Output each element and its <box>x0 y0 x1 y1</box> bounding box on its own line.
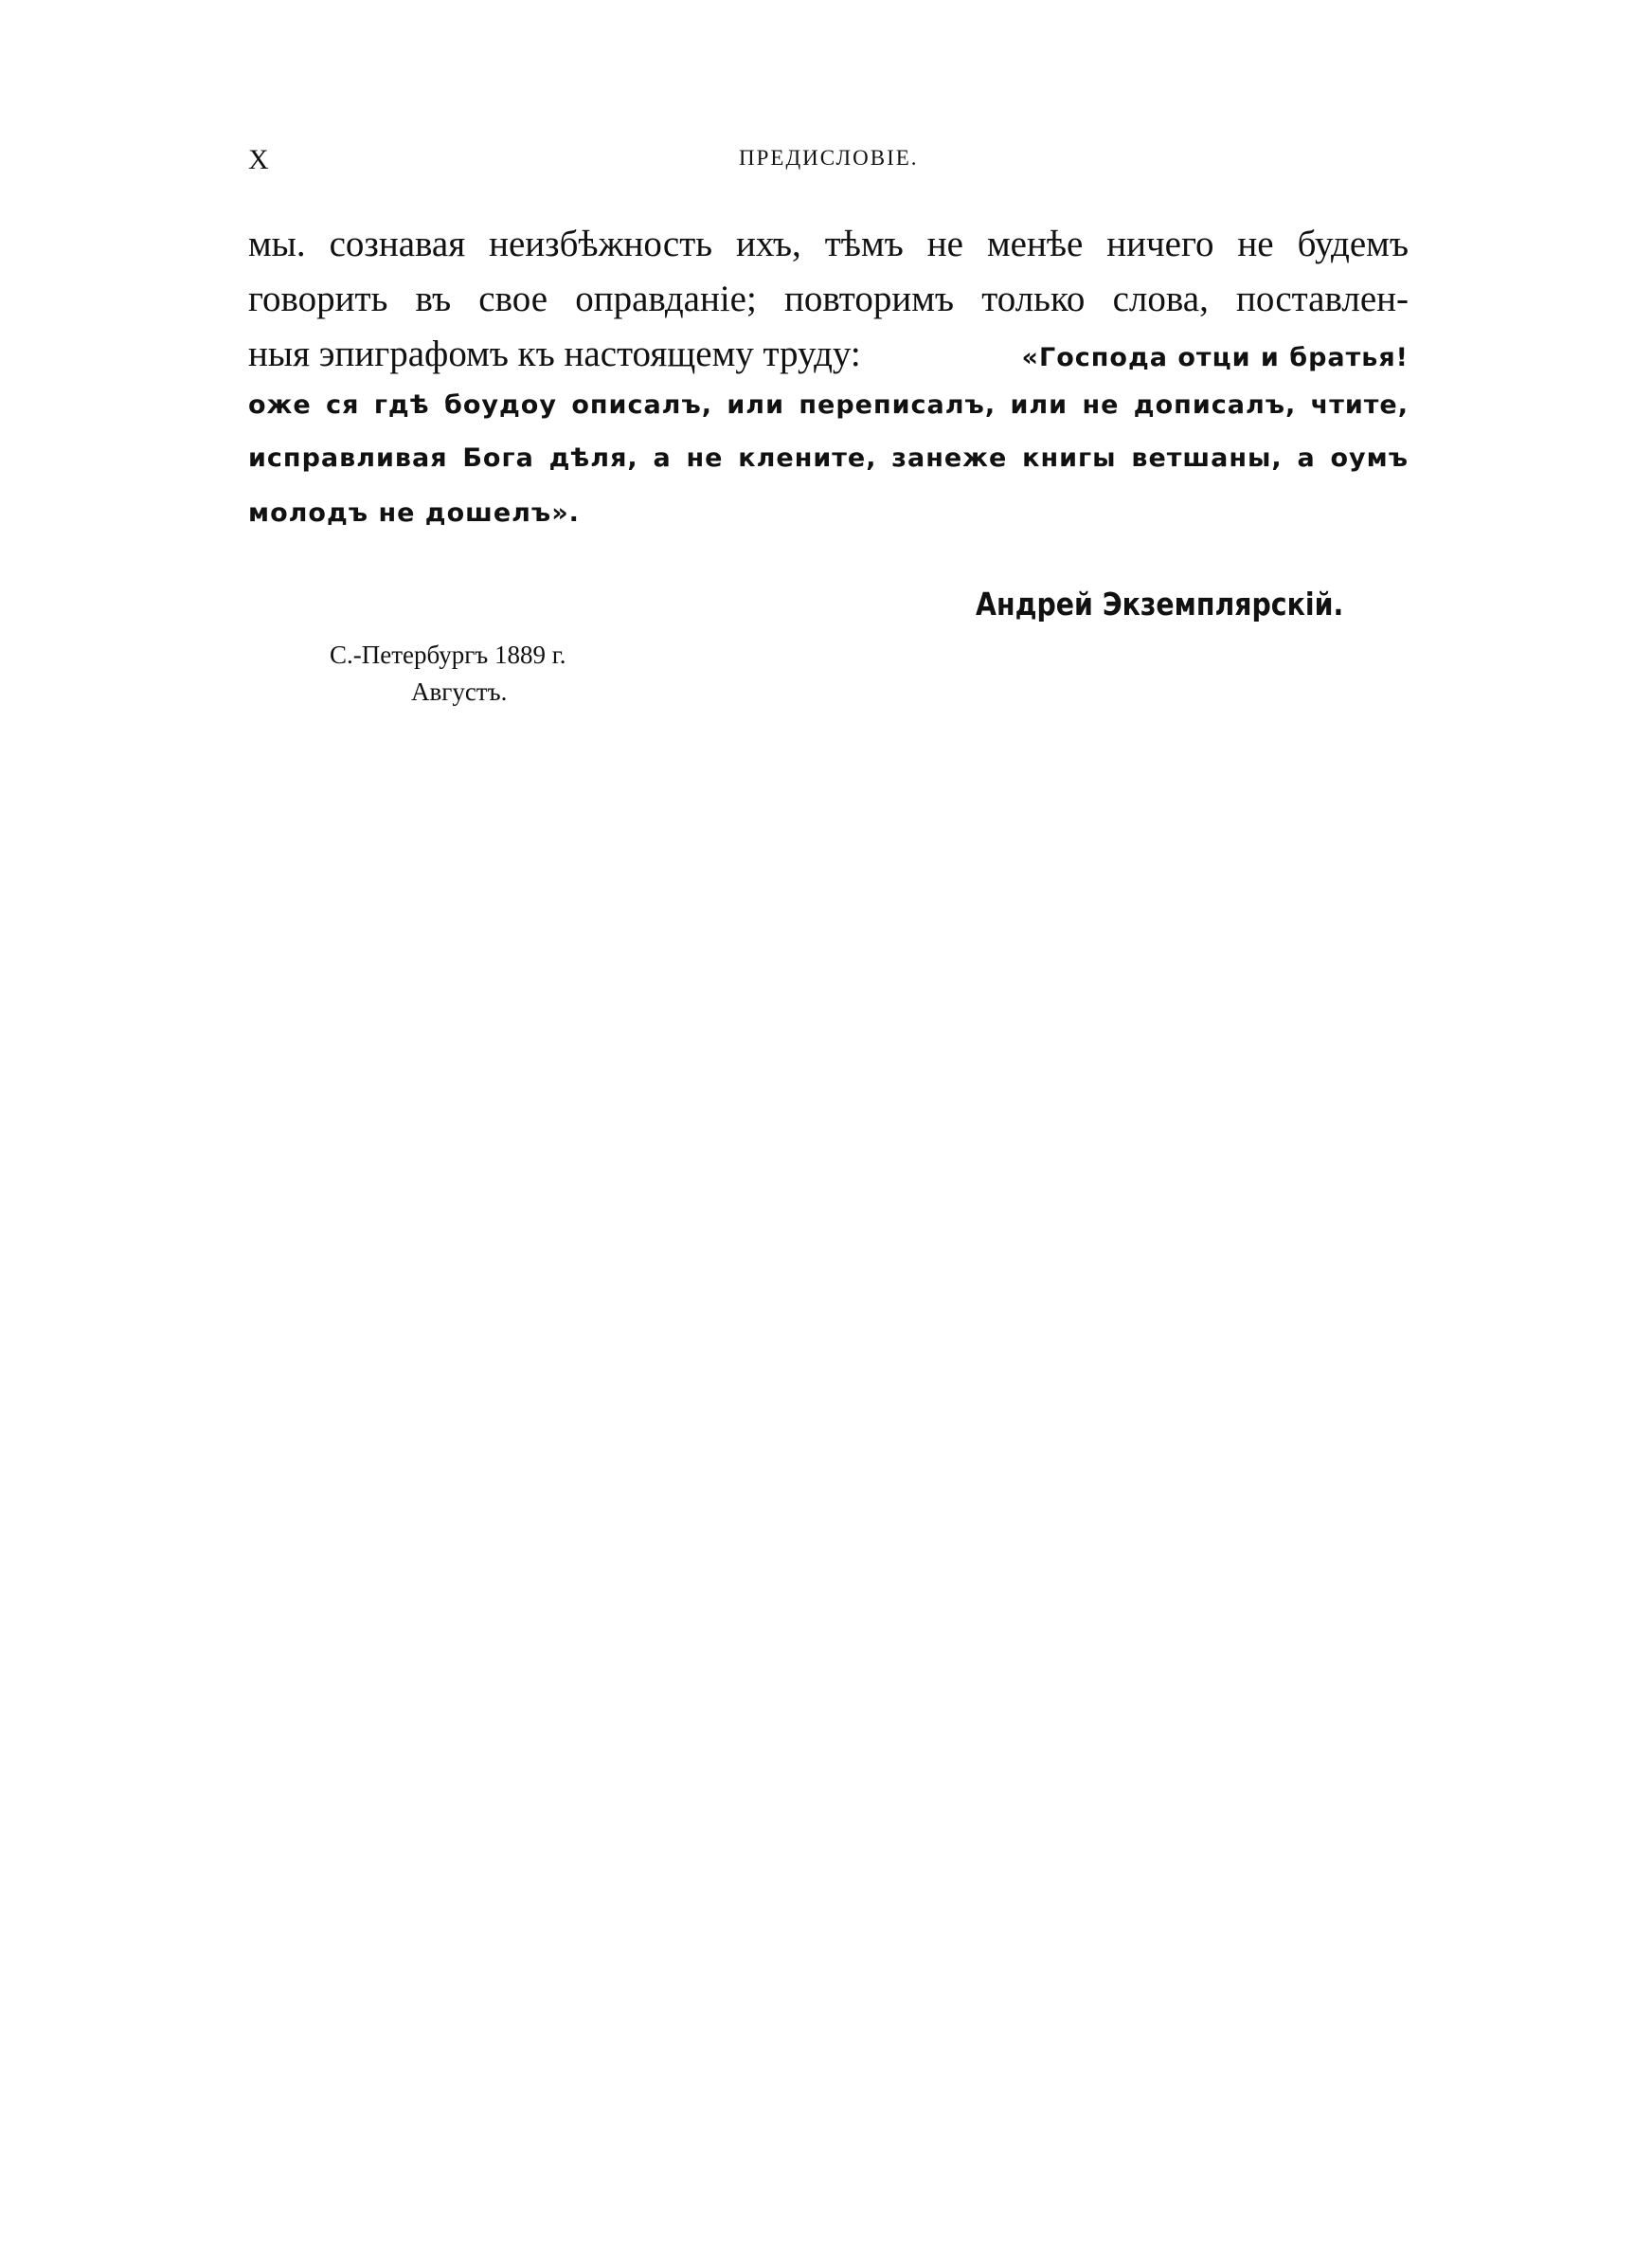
text-line-6 <box>248 498 1409 553</box>
text-line-6-content: молодъ не дошелъ». <box>248 498 580 528</box>
text-line-4 <box>248 390 1409 445</box>
author-signature: Андрей Экземплярскій. <box>976 586 1344 623</box>
text-line-4-content: оже ся гдѣ боудоу описалъ, или переписалъ, или не дописалъ, чтите, <box>248 390 1409 420</box>
text-line-1-content: мы. сознавая неизбѣжность ихъ, тѣмъ не менѣе ничего не будемъ <box>248 224 1409 264</box>
text-line-3-slavonic: «Господа отци и братья! <box>1021 343 1409 372</box>
text-line-1 <box>248 223 1409 278</box>
text-line-2-content: говорить въ свое оправданіе; повторимъ только слова, поставлен- <box>248 279 1409 319</box>
text-line-3 <box>248 333 1409 388</box>
place-date: С.-Петербургъ 1889 г. <box>330 641 566 669</box>
text-line-5 <box>248 443 1409 498</box>
running-head: ПРЕДИСЛОВІЕ. <box>739 146 919 170</box>
page-number: X <box>248 144 270 175</box>
text-line-5-content: исправливая Бога дѣля, а не клените, занеже книгы ветшаны, а оумъ <box>248 443 1409 473</box>
month: Августъ. <box>411 677 508 706</box>
text-line-3-normal: ныя эпиграфомъ къ настоящему труду: <box>248 334 861 374</box>
text-line-2 <box>248 278 1409 333</box>
